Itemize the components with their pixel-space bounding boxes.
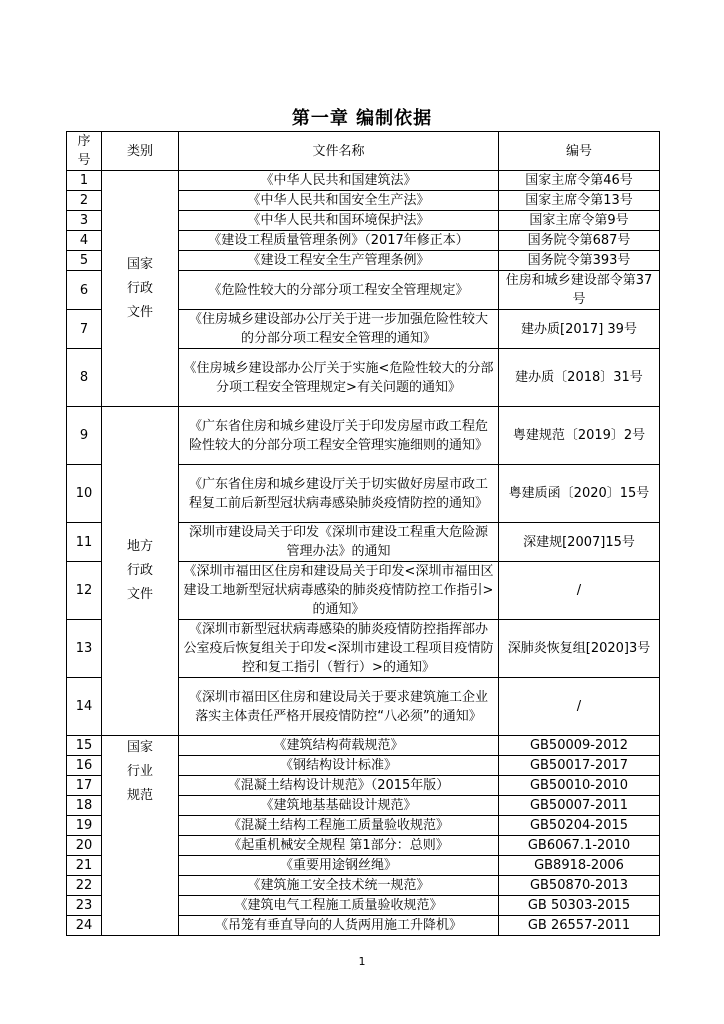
document-name: 《广东省住房和城乡建设厅关于印发房屋市政工程危险性较大的分部分项工程安全管理实施细则的通知》 bbox=[179, 407, 499, 465]
document-name: 《起重机械安全规程 第1部分：总则》 bbox=[179, 836, 499, 856]
header-category: 类别 bbox=[102, 132, 179, 171]
row-number: 2 bbox=[67, 191, 102, 211]
row-number: 13 bbox=[67, 620, 102, 678]
basis-table bbox=[66, 131, 660, 936]
row-number: 15 bbox=[67, 736, 102, 756]
document-code: / bbox=[499, 678, 660, 736]
row-number: 14 bbox=[67, 678, 102, 736]
document-code: GB8918-2006 bbox=[499, 856, 660, 876]
row-number: 19 bbox=[67, 816, 102, 836]
row-number: 16 bbox=[67, 756, 102, 776]
document-name: 《吊笼有垂直导向的人货两用施工升降机》 bbox=[179, 916, 499, 936]
category-cell bbox=[102, 736, 179, 936]
document-code: 住房和城乡建设部令第37号 bbox=[499, 271, 660, 310]
document-code: GB 26557-2011 bbox=[499, 916, 660, 936]
category-cell bbox=[102, 171, 179, 407]
row-number: 3 bbox=[67, 211, 102, 231]
row-number: 18 bbox=[67, 796, 102, 816]
document-code: 深肺炎恢复组[2020]3号 bbox=[499, 620, 660, 678]
category-label: 国家行业规范 bbox=[126, 740, 153, 803]
category-label: 国家行政文件 bbox=[126, 256, 153, 320]
document-code: 国家主席令第9号 bbox=[499, 211, 660, 231]
row-number: 24 bbox=[67, 916, 102, 936]
document-code: 国务院令第393号 bbox=[499, 251, 660, 271]
document-code: GB50870-2013 bbox=[499, 876, 660, 896]
document-name: 《建设工程安全生产管理条例》 bbox=[179, 251, 499, 271]
document-name: 《钢结构设计标准》 bbox=[179, 756, 499, 776]
document-name: 深圳市建设局关于印发《深圳市建设工程重大危险源管理办法》的通知 bbox=[179, 523, 499, 562]
document-code: GB 50303-2015 bbox=[499, 896, 660, 916]
document-name: 《建筑施工安全技术统一规范》 bbox=[179, 876, 499, 896]
document-name: 《混凝土结构设计规范》（2015年版） bbox=[179, 776, 499, 796]
table-header-row bbox=[67, 132, 660, 171]
row-number: 9 bbox=[67, 407, 102, 465]
row-number: 6 bbox=[67, 271, 102, 310]
document-name: 《住房城乡建设部办公厅关于实施<危险性较大的分部分项工程安全管理规定>有关问题的通知》 bbox=[179, 349, 499, 407]
row-number: 5 bbox=[67, 251, 102, 271]
document-code: GB50007-2011 bbox=[499, 796, 660, 816]
document-code: 国家主席令第13号 bbox=[499, 191, 660, 211]
document-name: 《混凝土结构工程施工质量验收规范》 bbox=[179, 816, 499, 836]
document-name: 《深圳市福田区住房和建设局关于印发<深圳市福田区建设工地新型冠状病毒感染的肺炎疫情防控工作指引>的通知》 bbox=[179, 562, 499, 620]
document-code: GB50010-2010 bbox=[499, 776, 660, 796]
document-name: 《建筑地基基础设计规范》 bbox=[179, 796, 499, 816]
document-name: 《重要用途钢丝绳》 bbox=[179, 856, 499, 876]
document-code: 国务院令第687号 bbox=[499, 231, 660, 251]
row-number: 7 bbox=[67, 310, 102, 349]
row-number: 10 bbox=[67, 465, 102, 523]
document-code: GB6067.1-2010 bbox=[499, 836, 660, 856]
header-name: 文件名称 bbox=[179, 132, 499, 171]
document-code: GB50017-2017 bbox=[499, 756, 660, 776]
document-code: 建办质〔2018〕31号 bbox=[499, 349, 660, 407]
row-number: 17 bbox=[67, 776, 102, 796]
document-name: 《中华人民共和国安全生产法》 bbox=[179, 191, 499, 211]
document-code: 深建规[2007]15号 bbox=[499, 523, 660, 562]
table-row bbox=[67, 407, 660, 465]
document-name: 《建筑结构荷载规范》 bbox=[179, 736, 499, 756]
document-code: / bbox=[499, 562, 660, 620]
document-name: 《建设工程质量管理条例》（2017年修正本） bbox=[179, 231, 499, 251]
document-name: 《建筑电气工程施工质量验收规范》 bbox=[179, 896, 499, 916]
row-number: 23 bbox=[67, 896, 102, 916]
row-number: 8 bbox=[67, 349, 102, 407]
row-number: 22 bbox=[67, 876, 102, 896]
document-name: 《中华人民共和国环境保护法》 bbox=[179, 211, 499, 231]
document-code: 粤建规范〔2019〕2号 bbox=[499, 407, 660, 465]
document-code: GB50204-2015 bbox=[499, 816, 660, 836]
category-cell bbox=[102, 407, 179, 736]
document-name: 《住房城乡建设部办公厅关于进一步加强危险性较大的分部分项工程安全管理的通知》 bbox=[179, 310, 499, 349]
row-number: 12 bbox=[67, 562, 102, 620]
document-name: 《危险性较大的分部分项工程安全管理规定》 bbox=[179, 271, 499, 310]
table-row bbox=[67, 171, 660, 191]
row-number: 1 bbox=[67, 171, 102, 191]
category-label: 地方行政文件 bbox=[126, 539, 153, 602]
table-row bbox=[67, 736, 660, 756]
row-number: 11 bbox=[67, 523, 102, 562]
document-name: 《广东省住房和城乡建设厅关于切实做好房屋市政工程复工前后新型冠状病毒感染肺炎疫情防控的通知》 bbox=[179, 465, 499, 523]
document-code: GB50009-2012 bbox=[499, 736, 660, 756]
document-name: 《深圳市福田区住房和建设局关于要求建筑施工企业落实主体责任严格开展疫情防控“八必须”的通知》 bbox=[179, 678, 499, 736]
row-number: 20 bbox=[67, 836, 102, 856]
header-seq: 序号 bbox=[67, 132, 102, 171]
chapter-title: 第一章 编制依据 bbox=[291, 108, 433, 129]
document-name: 《深圳市新型冠状病毒感染的肺炎疫情防控指挥部办公室疫后恢复组关于印发<深圳市建设工程项目疫情防控和复工指引（暂行）>的通知》 bbox=[179, 620, 499, 678]
page-number: 1 bbox=[358, 955, 366, 968]
document-code: 国家主席令第46号 bbox=[499, 171, 660, 191]
document-name: 《中华人民共和国建筑法》 bbox=[179, 171, 499, 191]
document-code: 粤建质函〔2020〕15号 bbox=[499, 465, 660, 523]
header-code: 编号 bbox=[499, 132, 660, 171]
row-number: 4 bbox=[67, 231, 102, 251]
document-code: 建办质[2017] 39号 bbox=[499, 310, 660, 349]
row-number: 21 bbox=[67, 856, 102, 876]
